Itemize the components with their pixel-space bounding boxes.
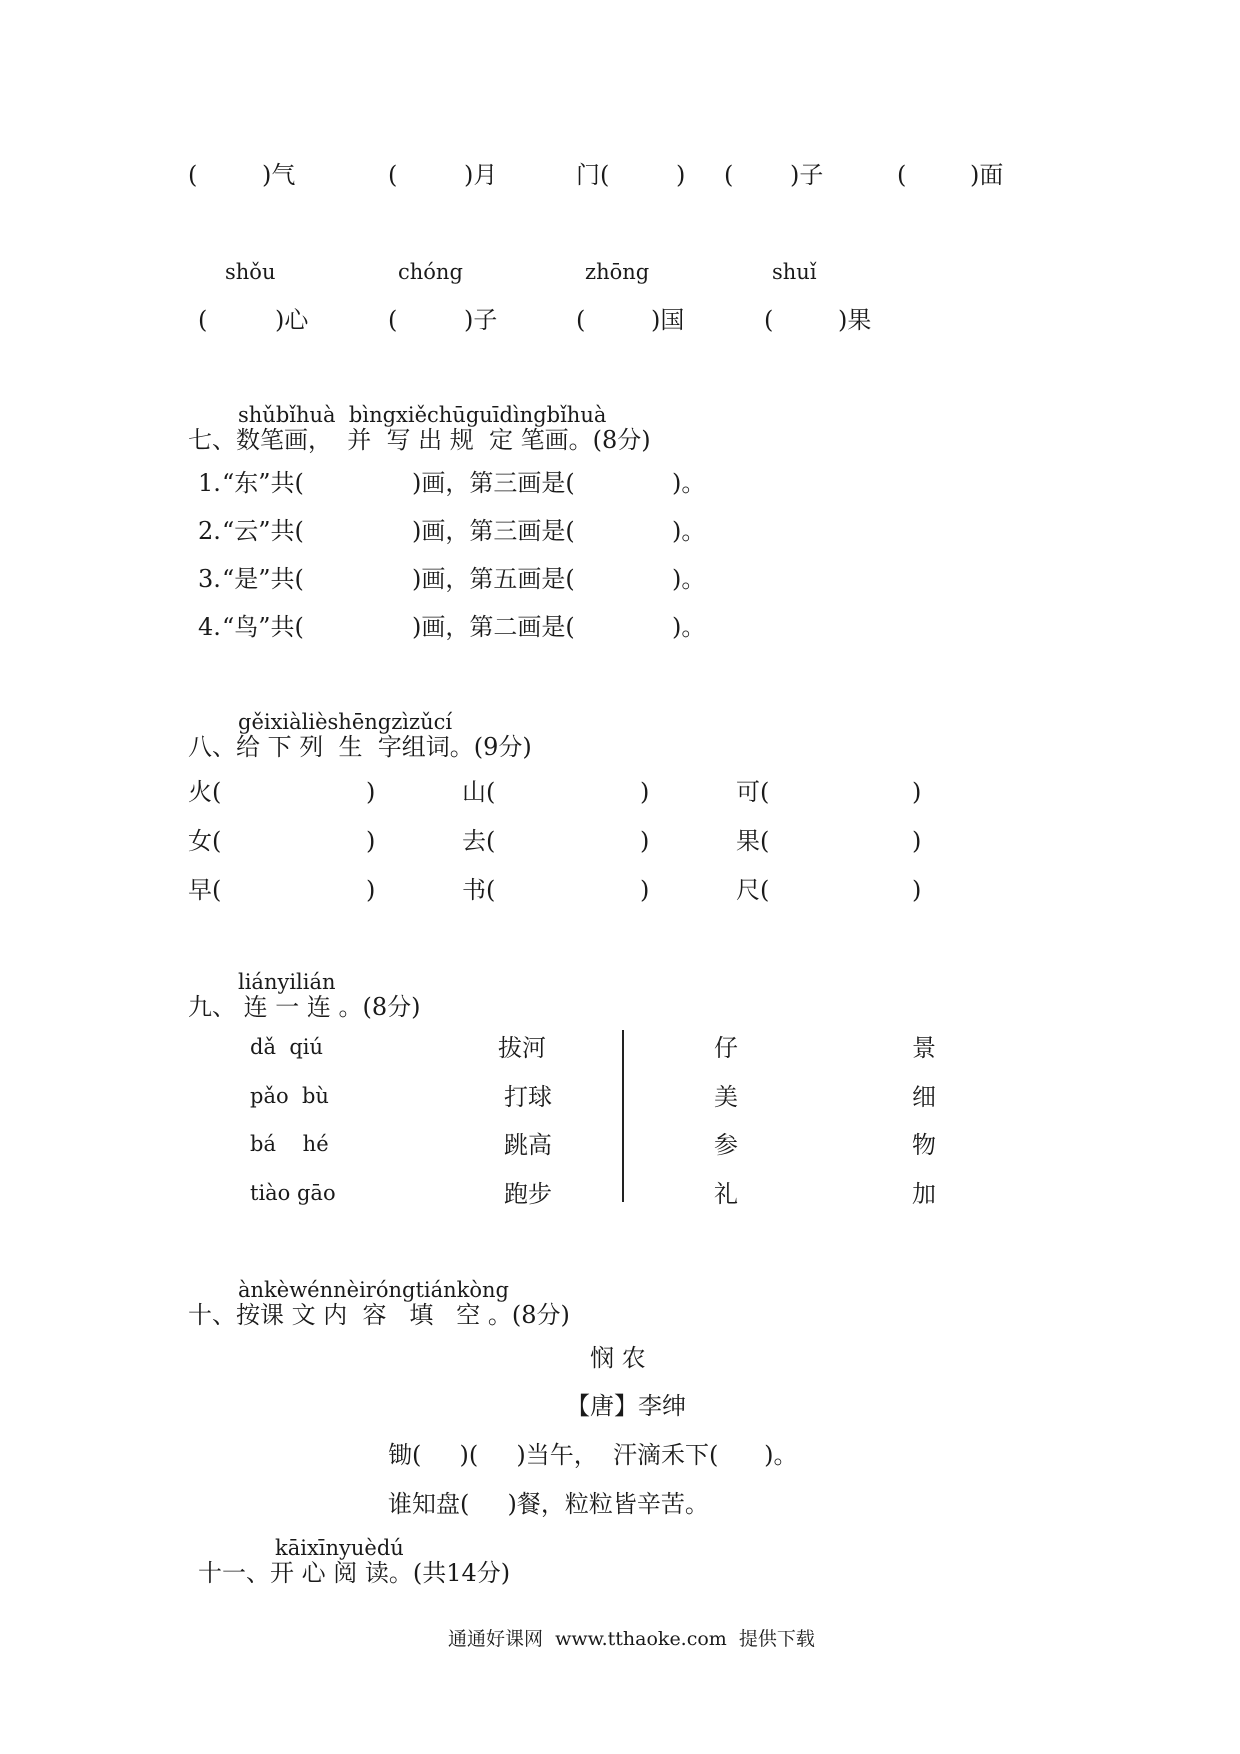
section-7-title: 七、数笔画， 并 写 出 规 定 笔画。(8分) [188,426,651,454]
s9-r1-pinyin: dǎ qiú [250,1035,323,1059]
s7-q2-mid: )画，第三画是( [412,517,575,545]
s7-q3-end: )。 [672,565,706,593]
s8-r2-c1-end: ) [366,827,376,855]
s8-r2-c2: 去( [462,827,496,855]
poem-author: 【唐】李绅 [566,1392,686,1420]
s7-q2-char: “云”共( [222,517,304,545]
section-9-title: 九、 连 一 连 。(8分) [188,993,421,1021]
row2-item-4-open: ( [764,306,774,334]
pinyin-shui: shuǐ [772,260,817,284]
section-8-pinyin: gěixiàlièshēngzìzǔcí [238,710,453,734]
s9-r1-left-char: 仔 [714,1034,738,1062]
s7-q4-mid: )画，第二画是( [412,613,575,641]
s7-q4-char: “鸟”共( [222,613,304,641]
s7-q2-num: 2. [198,517,221,545]
s7-q1-char: “东”共( [222,469,304,497]
section-10-pinyin: ànkèwénnèiróngtiánkòng [238,1278,509,1302]
row1-item-3-close: ) [676,161,686,189]
section-7-pinyin: shǔbǐhuà bìngxiěchūguīdìngbǐhuà [238,403,607,427]
s8-r3-c3-end: ) [912,876,922,904]
row1-item-5-open: ( [897,161,907,189]
s7-q3-mid: )画，第五画是( [412,565,575,593]
s8-r1-c1: 火( [188,778,222,806]
s9-r2-word: 打球 [504,1083,552,1111]
s7-q1-mid: )画，第三画是( [412,469,575,497]
row1-item-3-open: 门( [576,161,610,189]
s7-q3-char: “是”共( [222,565,304,593]
row1-item-1-close: )气 [262,161,296,189]
section-11-title: 十一、开 心 阅 读。(共14分) [198,1559,511,1587]
s8-r2-c3-end: ) [912,827,922,855]
s9-r4-word: 跑步 [504,1180,552,1208]
row1-item-4-open: ( [724,161,734,189]
section-8-title: 八、给 下 列 生 字组词。(9分) [188,733,532,761]
s8-r1-c2: 山( [462,778,496,806]
section-11-pinyin: kāixīnyuèdú [275,1536,404,1560]
matching-divider [622,1030,624,1202]
s8-r2-c3: 果( [736,827,770,855]
s7-q4-num: 4. [198,613,221,641]
row2-item-2-close: )子 [464,306,498,334]
s8-r1-c2-end: ) [640,778,650,806]
s9-r3-pinyin: bá hé [250,1132,329,1156]
row2-item-3-close: )国 [651,306,685,334]
pinyin-chong: chóng [398,260,463,284]
row1-item-4-close: )子 [790,161,824,189]
s9-r4-left-char: 礼 [714,1180,738,1208]
section-9-pinyin: liányilián [238,970,336,994]
s7-q4-end: )。 [672,613,706,641]
s9-r4-pinyin: tiào gāo [250,1181,336,1205]
row2-item-3-open: ( [576,306,586,334]
s8-r2-c2-end: ) [640,827,650,855]
s9-r4-right-char: 加 [912,1180,936,1208]
s8-r3-c2: 书( [462,876,496,904]
s9-r3-right-char: 物 [912,1131,936,1159]
s8-r3-c1: 早( [188,876,222,904]
s7-q1-end: )。 [672,469,706,497]
row2-item-4-close: )果 [838,306,872,334]
s9-r2-left-char: 美 [714,1083,738,1111]
s8-r1-c3: 可( [736,778,770,806]
poem-line-2: 谁知盘( )餐，粒粒皆辛苦。 [388,1490,709,1518]
pinyin-zhong: zhōng [585,260,650,284]
s8-r1-c3-end: ) [912,778,922,806]
s9-r1-word: 拔河 [498,1034,546,1062]
s8-r3-c1-end: ) [366,876,376,904]
s7-q1-num: 1. [198,469,221,497]
row1-item-5-close: )面 [970,161,1004,189]
poem-title: 悯 农 [590,1344,646,1372]
row1-item-2-open: ( [388,161,398,189]
row1-item-2-close: )月 [464,161,498,189]
row2-item-1-close: )心 [275,306,309,334]
s8-r3-c2-end: ) [640,876,650,904]
footer-text: 通通好课网 www.tthaoke.com 提供下载 [448,1628,815,1650]
s8-r3-c3: 尺( [736,876,770,904]
s9-r3-left-char: 参 [714,1131,738,1159]
s8-r1-c1-end: ) [366,778,376,806]
s9-r2-pinyin: pǎo bù [250,1084,329,1108]
s7-q3-num: 3. [198,565,221,593]
s9-r1-right-char: 景 [912,1034,936,1062]
s9-r2-right-char: 细 [912,1083,936,1111]
section-10-title: 十、按课 文 内 容 填 空 。(8分) [188,1301,570,1329]
row2-item-1-open: ( [198,306,208,334]
poem-line-1: 锄( )( )当午， 汗滴禾下( )。 [388,1441,798,1469]
s8-r2-c1: 女( [188,827,222,855]
s9-r3-word: 跳高 [504,1131,552,1159]
row1-item-1-open: ( [188,161,198,189]
pinyin-shou: shǒu [225,260,276,284]
row2-item-2-open: ( [388,306,398,334]
s7-q2-end: )。 [672,517,706,545]
